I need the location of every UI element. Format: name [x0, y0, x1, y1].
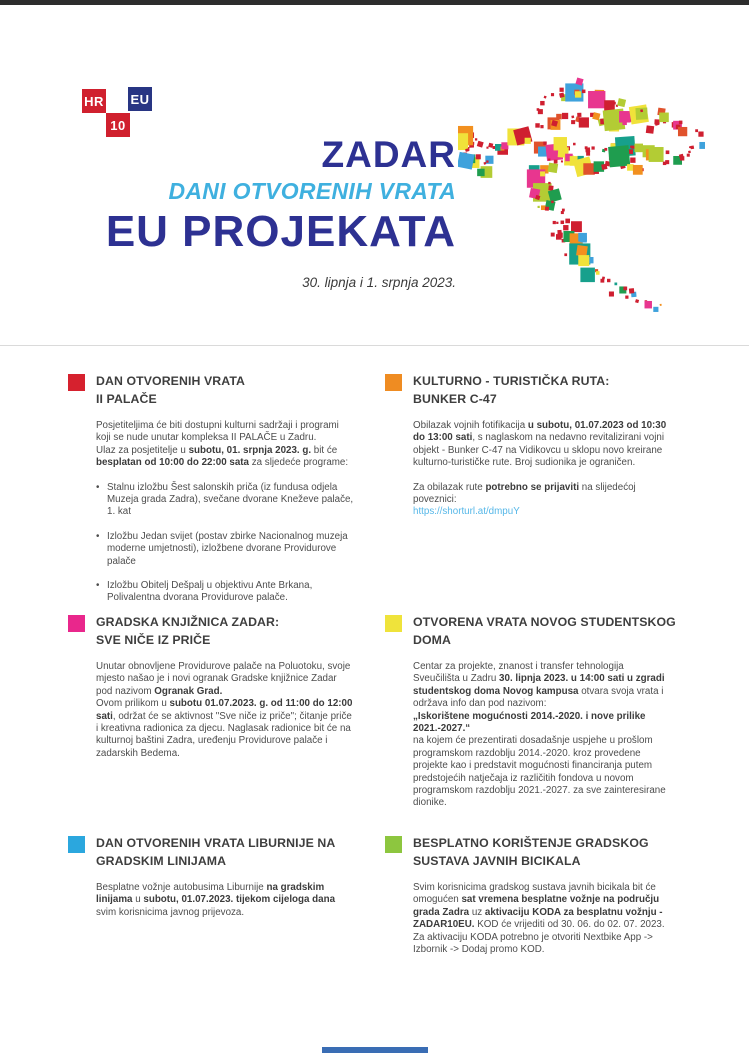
- body-text: u: [132, 894, 144, 906]
- title-eu-projekata: EU PROJEKATA: [105, 206, 456, 256]
- body-text: Izložbu Jedan svijet (postav zbirke Nacionalnog muzeja moderne umjetnosti), izložbene dvorane Providurove palače: [107, 530, 348, 567]
- paragraph: [96, 661, 354, 698]
- body-text-bold: na gradskim linijama: [96, 882, 325, 906]
- section-title-line: DAN OTVORENIH VRATA LIBURNIJE NA: [96, 836, 336, 850]
- section-body: [96, 420, 354, 605]
- body-text-bold: subotu, 01.07.2023. tijekom cijeloga dana: [143, 894, 336, 906]
- body-text: , održat će se aktivnost "Sve niče iz priče"; čitanje priče i kreativna radionica za djecu. Naglasak radionice bit će na kulturnoj baštini Zadra, uređenju Providurove palače i zadarskih Bedema.: [96, 710, 352, 759]
- body-text: Ovom prilikom u: [96, 698, 170, 710]
- title-dani-otvorenih-vrata: DANI OTVORENIH VRATA: [168, 177, 456, 204]
- paragraph: [413, 735, 671, 809]
- header-titles: [85, 136, 456, 290]
- list-item: [96, 531, 354, 568]
- body-text: Za obilazak rute: [413, 481, 486, 493]
- section-bullet-square-icon: [385, 836, 402, 853]
- section-body: [413, 420, 671, 519]
- body-text-bold: subotu 01.07.2023. g. od 11:00 do 12:00 sati: [96, 698, 353, 722]
- section-heading: [68, 372, 385, 408]
- section-title-line: SUSTAVA JAVNIH BICIKALA: [413, 854, 581, 868]
- list-item: [96, 482, 354, 519]
- paragraph: [96, 420, 354, 445]
- body-text: Posjetiteljima će biti dostupni kulturni sadržaji i programi koji se nude unutar kompleksa II PALAČE u Zadru.: [96, 420, 339, 444]
- section-gradska-knjiznica: [68, 613, 385, 834]
- body-text-bold: 30. lipnja 2023. u 14:00 sati u zgradi studentskog doma Novog kampusa: [413, 673, 665, 697]
- section-title-line: BESPLATNO KORIŠTENJE GRADSKOG: [413, 836, 649, 850]
- section-heading: [385, 834, 693, 870]
- section-heading: [68, 613, 385, 649]
- bullet-list: [96, 482, 354, 605]
- paragraph: [413, 506, 671, 518]
- body-text: Svim korisnicima gradskog sustava javnih bicikala bit će omogućen: [413, 882, 656, 906]
- body-text-bold: Ogranak Grad.: [154, 685, 223, 697]
- body-text: Izložbu Obitelj Dešpalj u objektivu Ante Brkana, Polivalentna dvorana Providurove palače.: [107, 580, 313, 604]
- paragraph: [413, 711, 671, 736]
- section-title-line: OTVORENA VRATA NOVOG STUDENTSKOG: [413, 615, 676, 629]
- body-text: svim korisnicima javnog prijevoza.: [96, 906, 245, 918]
- section-javni-bicikli: [385, 834, 693, 956]
- body-text: KOD će vrijediti od 30. 06. do 02. 07. 2023. Za aktivaciju KODA potrebno je otvoriti Nextbike App -> Izbornik -> Dodaj promo KOD.: [413, 919, 665, 956]
- body-text-bold: aktivaciju KODA za besplatnu vožnju - ZADAR10EU.: [413, 906, 663, 931]
- section-title-line: DAN OTVORENIH VRATA: [96, 374, 246, 388]
- section-body: [96, 661, 354, 760]
- logo-hr-square: HR: [82, 89, 106, 113]
- section-studentski-dom: [385, 613, 693, 834]
- footer-accent-bar: [322, 1047, 428, 1053]
- section-title-line: KULTURNO - TURISTIČKA RUTA:: [413, 374, 610, 388]
- section-title-line: II PALAČE: [96, 392, 157, 406]
- registration-link[interactable]: https://shorturl.at/dmpuY: [413, 506, 520, 518]
- paragraph: [413, 482, 671, 507]
- section-bullet-square-icon: [385, 615, 402, 632]
- paragraph: [96, 698, 354, 760]
- section-title-line: DOMA: [413, 633, 451, 647]
- body-text-bold: subotu, 01. srpnja 2023. g.: [188, 444, 312, 456]
- body-text: Ulaz za posjetitelje u: [96, 444, 189, 456]
- section-title: [413, 834, 649, 870]
- croatia-mosaic-map-icon: [458, 73, 705, 315]
- section-bullet-square-icon: [68, 374, 85, 391]
- section-title: [96, 613, 279, 649]
- body-text: otvara svoja vrata i održava info dan pod nazivom:: [413, 685, 664, 710]
- body-text-bold: besplatan od 10:00 do 22:00 sata: [96, 457, 249, 469]
- body-text-bold: „Iskorištene mogućnosti 2014.-2020. i nove prilike 2021.-2027.“: [413, 710, 646, 735]
- section-bunker-c47: [385, 372, 693, 613]
- body-text: bit će: [311, 444, 338, 456]
- section-title: [96, 834, 335, 870]
- body-text: Besplatne vožnje autobusima Liburnije: [96, 882, 267, 893]
- section-heading: [385, 372, 693, 408]
- event-date: 30. lipnja i 1. srpnja 2023.: [302, 274, 456, 290]
- logo-10-square: 10: [106, 113, 130, 137]
- body-text: na kojem će prezentirati dosadašnje uspjehe u prošlom programskom razdoblju 2014.-2020. kroz provedene projekte kao i predstavit mogućnosti financiranja putem predstojećih natječaja iz različitih fondova u novom programskom razdoblju 2021.-2027. za sve zainteresirane dionike.: [413, 735, 666, 809]
- section-title-line: BUNKER C-47: [413, 392, 497, 406]
- logo-eu-square: EU: [128, 87, 152, 111]
- section-bullet-square-icon: [68, 836, 85, 853]
- section-ii-palace: [68, 372, 385, 613]
- title-zadar: ZADAR: [321, 134, 456, 175]
- section-body: [413, 882, 671, 956]
- top-window-edge: [0, 0, 749, 5]
- body-text: na slijedećoj poveznici:: [413, 481, 636, 506]
- section-title: [413, 613, 676, 649]
- body-text: Stalnu izložbu Šest salonskih priča (iz fundusa odjela Muzeja grada Zadra), svečane dvorane Kneževe palače, 1. kat: [107, 481, 354, 518]
- section-title-line: GRADSKIM LINIJAMA: [96, 854, 227, 868]
- body-text-bold: sat vremena besplatne vožnje na području grada Zadra: [413, 894, 660, 918]
- paragraph: [96, 882, 354, 919]
- section-title: [413, 372, 609, 408]
- section-liburnija: [68, 834, 385, 956]
- body-text: Unutar obnovljene Providurove palače na Poluotoku, svoje mjesto našao je i novi ogranak Gradske knjižnice Zadar pod nazivom: [96, 661, 351, 697]
- header-divider: [0, 345, 749, 346]
- body-text: za sljedeće programe:: [249, 457, 349, 469]
- body-text-bold: potrebno se prijaviti: [485, 481, 580, 493]
- section-title-line: GRADSKA KNJIŽNICA ZADAR:: [96, 615, 280, 629]
- body-text: uz: [469, 906, 485, 918]
- paragraph: [413, 661, 671, 711]
- section-heading: [68, 834, 385, 870]
- body-text-bold: u subotu, 01.07.2023 od 10:30 do 13:00 sati: [413, 420, 667, 444]
- body-text: Centar za projekte, znanost i transfer tehnologija Sveučilišta u Zadru: [413, 661, 624, 685]
- paragraph: [96, 445, 354, 470]
- body-text: , s naglaskom na nedavno revitalizirani vojni objekt - Bunker C-47 na Vidikovcu u sklopu novo kreirane kulturno-turističke rute. Broj sudionika je ograničen.: [413, 432, 665, 469]
- section-bullet-square-icon: [68, 615, 85, 632]
- section-title-line: SVE NIČE IZ PRIČE: [96, 633, 211, 647]
- section-heading: [385, 613, 693, 649]
- section-body: [96, 882, 354, 919]
- body-text: Obilazak vojnih fotifikacija: [413, 420, 528, 431]
- hr10eu-logo: [82, 87, 154, 138]
- paragraph: [413, 882, 671, 956]
- section-title: [96, 372, 245, 408]
- list-item: [96, 580, 354, 605]
- section-bullet-square-icon: [385, 374, 402, 391]
- paragraph: [413, 420, 671, 470]
- section-body: [413, 661, 671, 810]
- sections-grid: [68, 372, 693, 956]
